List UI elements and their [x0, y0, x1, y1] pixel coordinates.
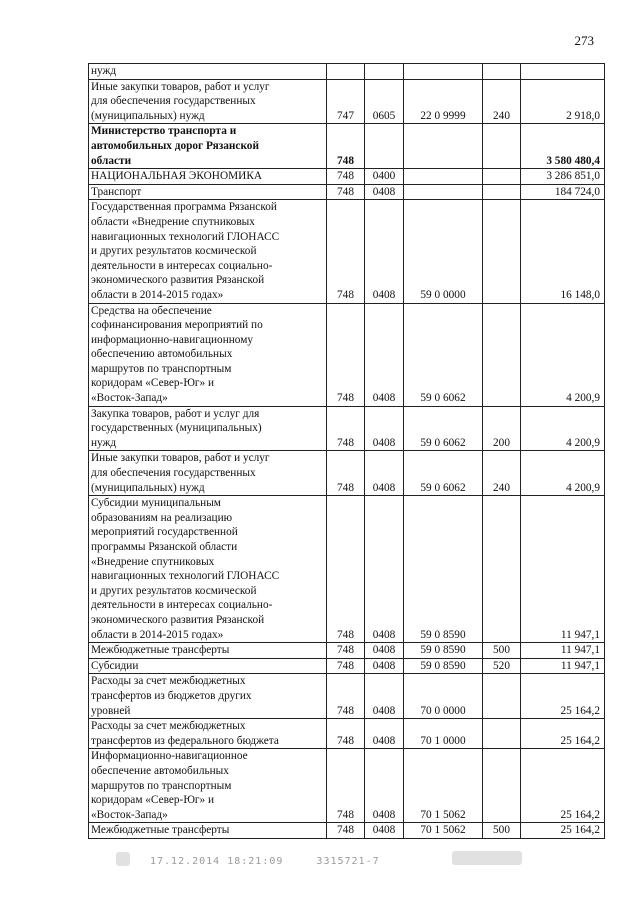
cell-expense-type [483, 169, 521, 185]
cell-amount: 25 164,2 [521, 674, 605, 719]
cell-section-code: 0408 [365, 303, 404, 406]
cell-ved-code: 748 [327, 674, 365, 719]
table-row [89, 823, 605, 839]
cell-amount: 11 947,1 [521, 643, 605, 659]
table-row [89, 406, 605, 451]
cell-amount: 184 724,0 [521, 184, 605, 200]
footer-stamp-date: 17.12.2014 18:21:09 [150, 856, 284, 867]
cell-amount [521, 64, 605, 80]
cell-amount: 25 164,2 [521, 749, 605, 823]
cell-expense-type: 500 [483, 823, 521, 839]
cell-target-article: 70 1 5062 [404, 749, 483, 823]
cell-ved-code: 748 [327, 303, 365, 406]
cell-ved-code: 748 [327, 124, 365, 169]
table-row [89, 749, 605, 823]
cell-section-code: 0408 [365, 823, 404, 839]
footer-stamp [150, 856, 406, 867]
cell-target-article: 59 0 8590 [404, 496, 483, 643]
cell-amount: 25 164,2 [521, 823, 605, 839]
table-row [89, 496, 605, 643]
cell-amount: 11 947,1 [521, 658, 605, 674]
cell-amount: 3 286 851,0 [521, 169, 605, 185]
cell-name: Межбюджетные трансферты [89, 643, 327, 659]
table-row [89, 184, 605, 200]
cell-name: Межбюджетные трансферты [89, 823, 327, 839]
cell-name: нужд [89, 64, 327, 80]
table-row [89, 451, 605, 496]
cell-ved-code: 748 [327, 184, 365, 200]
cell-name: Транспорт [89, 184, 327, 200]
cell-section-code: 0408 [365, 658, 404, 674]
cell-ved-code: 748 [327, 169, 365, 185]
cell-target-article: 70 1 5062 [404, 823, 483, 839]
cell-ved-code: 748 [327, 823, 365, 839]
cell-ved-code: 748 [327, 719, 365, 749]
cell-section-code: 0408 [365, 719, 404, 749]
cell-target-article [404, 184, 483, 200]
cell-target-article [404, 124, 483, 169]
scan-smudge-left [116, 852, 130, 866]
cell-name: Субсидии [89, 658, 327, 674]
cell-ved-code: 748 [327, 658, 365, 674]
cell-name: Государственная программа Рязанской области «Внедрение спутниковых навигационных технологий ГЛОНАСС и других результатов космической деятельности в интересах социально- экономического развития Рязанской области в 2014-2015 годах» [89, 200, 327, 303]
cell-expense-type: 520 [483, 658, 521, 674]
footer-stamp-id: 3315721-7 [316, 856, 380, 867]
table-row [89, 674, 605, 719]
cell-ved-code: 748 [327, 496, 365, 643]
cell-ved-code: 748 [327, 406, 365, 451]
cell-expense-type: 200 [483, 406, 521, 451]
cell-expense-type: 240 [483, 79, 521, 124]
cell-name: Иные закупки товаров, работ и услуг для обеспечения государственных (муниципальных) нужд [89, 451, 327, 496]
cell-expense-type [483, 303, 521, 406]
cell-target-article: 59 0 0000 [404, 200, 483, 303]
cell-name: Министерство транспорта и автомобильных дорог Рязанской области [89, 124, 327, 169]
cell-expense-type [483, 749, 521, 823]
cell-target-article: 59 0 8590 [404, 643, 483, 659]
cell-target-article [404, 169, 483, 185]
cell-section-code: 0408 [365, 674, 404, 719]
cell-amount: 2 918,0 [521, 79, 605, 124]
cell-ved-code: 748 [327, 451, 365, 496]
cell-name: Информационно-навигационное обеспечение автомобильных маршрутов по транспортным коридорам «Север-Юг» и «Восток-Запад» [89, 749, 327, 823]
cell-target-article: 59 0 6062 [404, 303, 483, 406]
cell-section-code: 0408 [365, 496, 404, 643]
cell-section-code: 0605 [365, 79, 404, 124]
cell-ved-code: 748 [327, 643, 365, 659]
cell-target-article: 22 0 9999 [404, 79, 483, 124]
cell-amount: 4 200,9 [521, 303, 605, 406]
cell-name: Расходы за счет межбюджетных трансфертов из бюджетов других уровней [89, 674, 327, 719]
table-row [89, 79, 605, 124]
cell-section-code [365, 64, 404, 80]
cell-section-code: 0408 [365, 643, 404, 659]
cell-ved-code: 747 [327, 79, 365, 124]
budget-table [88, 63, 605, 839]
cell-section-code: 0408 [365, 406, 404, 451]
scan-smudge-right [452, 851, 522, 865]
cell-expense-type [483, 124, 521, 169]
cell-section-code: 0400 [365, 169, 404, 185]
cell-amount: 4 200,9 [521, 406, 605, 451]
cell-amount: 11 947,1 [521, 496, 605, 643]
budget-table-body [89, 64, 605, 839]
cell-name: Иные закупки товаров, работ и услуг для обеспечения государственных (муниципальных) нужд [89, 79, 327, 124]
cell-amount: 4 200,9 [521, 451, 605, 496]
cell-target-article: 70 1 0000 [404, 719, 483, 749]
cell-target-article: 59 0 6062 [404, 451, 483, 496]
cell-expense-type [483, 674, 521, 719]
cell-amount: 16 148,0 [521, 200, 605, 303]
cell-ved-code: 748 [327, 200, 365, 303]
cell-expense-type: 500 [483, 643, 521, 659]
cell-name: НАЦИОНАЛЬНАЯ ЭКОНОМИКА [89, 169, 327, 185]
cell-section-code: 0408 [365, 749, 404, 823]
cell-target-article [404, 64, 483, 80]
cell-ved-code [327, 64, 365, 80]
cell-target-article: 59 0 8590 [404, 658, 483, 674]
table-row [89, 64, 605, 80]
cell-expense-type [483, 64, 521, 80]
table-row [89, 303, 605, 406]
cell-expense-type [483, 200, 521, 303]
cell-section-code: 0408 [365, 451, 404, 496]
cell-ved-code: 748 [327, 749, 365, 823]
cell-section-code: 0408 [365, 200, 404, 303]
cell-name: Закупка товаров, работ и услуг для государственных (муниципальных) нужд [89, 406, 327, 451]
cell-name: Средства на обеспечение софинансирования мероприятий по информационно-навигационному обеспечению автомобильных маршрутов по транспортным коридорам «Север-Юг» и «Восток-Запад» [89, 303, 327, 406]
cell-target-article: 59 0 6062 [404, 406, 483, 451]
cell-name: Субсидии муниципальным образованиям на реализацию мероприятий государственной программы Рязанской области «Внедрение спутниковых навигационных технологий ГЛОНАСС и других результатов космической деятельности в интересах социально- экономического развития Рязанской области в 2014-2015 годах» [89, 496, 327, 643]
cell-name: Расходы за счет межбюджетных трансфертов из федерального бюджета [89, 719, 327, 749]
cell-target-article: 70 0 0000 [404, 674, 483, 719]
cell-expense-type: 240 [483, 451, 521, 496]
table-row [89, 719, 605, 749]
table-row [89, 124, 605, 169]
cell-expense-type [483, 184, 521, 200]
page-number: 273 [574, 33, 594, 48]
table-row [89, 200, 605, 303]
table-row [89, 658, 605, 674]
cell-expense-type [483, 496, 521, 643]
cell-amount: 25 164,2 [521, 719, 605, 749]
cell-section-code [365, 124, 404, 169]
cell-section-code: 0408 [365, 184, 404, 200]
table-row [89, 643, 605, 659]
table-row [89, 169, 605, 185]
cell-amount: 3 580 480,4 [521, 124, 605, 169]
cell-expense-type [483, 719, 521, 749]
